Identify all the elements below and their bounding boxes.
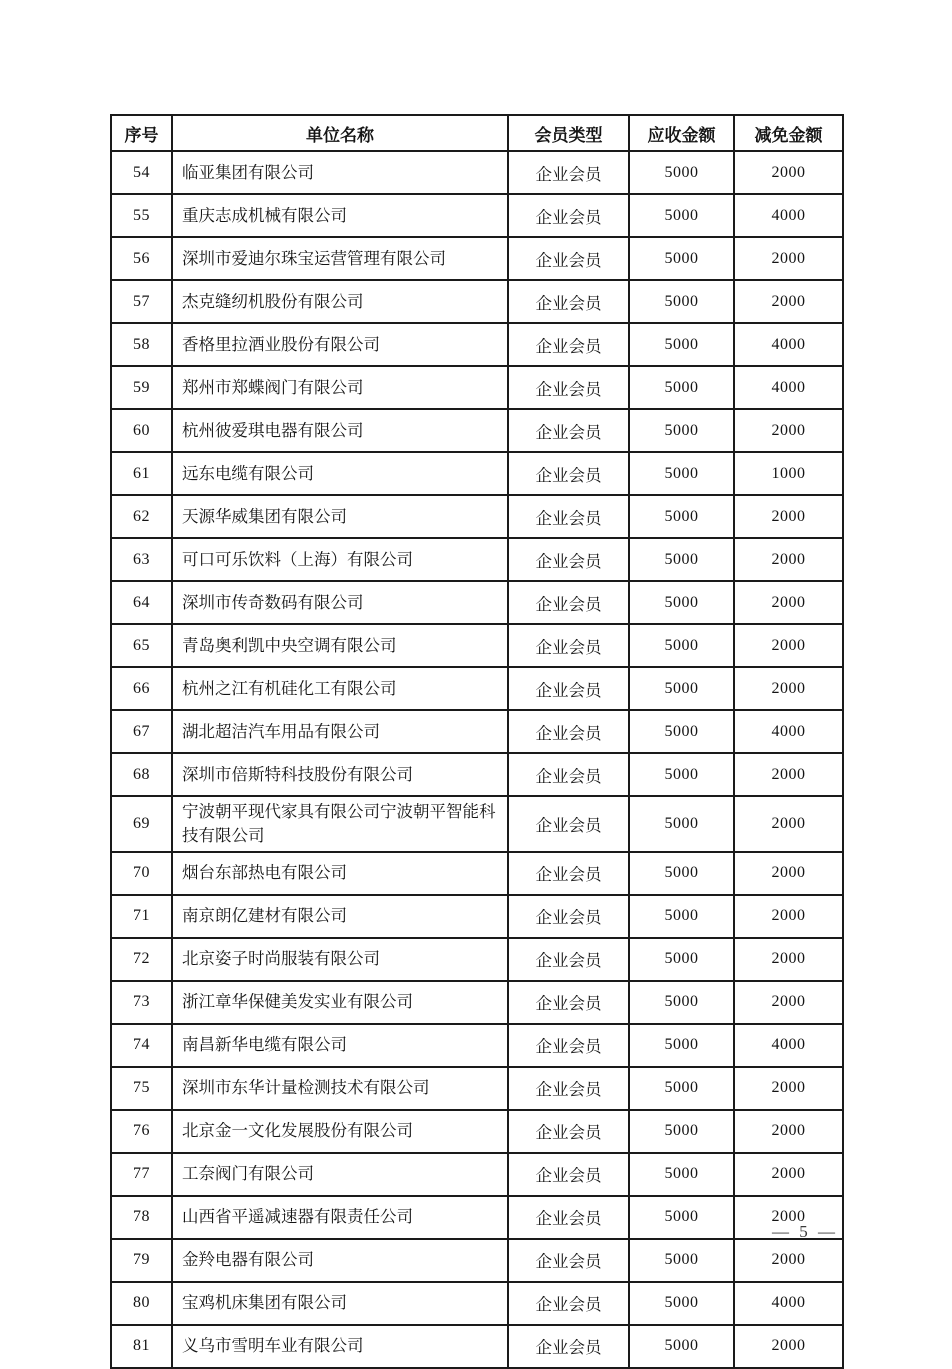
cell-member-type: 企业会员 <box>508 981 629 1024</box>
cell-reduction-amount: 2000 <box>734 895 843 938</box>
cell-member-type: 企业会员 <box>508 1325 629 1368</box>
cell-receivable-amount: 5000 <box>629 895 734 938</box>
cell-member-type: 企业会员 <box>508 452 629 495</box>
cell-receivable-amount: 5000 <box>629 538 734 581</box>
cell-serial-number: 56 <box>111 237 172 280</box>
cell-receivable-amount: 5000 <box>629 581 734 624</box>
cell-receivable-amount: 5000 <box>629 624 734 667</box>
cell-reduction-amount: 4000 <box>734 1282 843 1325</box>
table-row <box>111 624 843 667</box>
cell-receivable-amount: 5000 <box>629 1153 734 1196</box>
cell-member-type: 企业会员 <box>508 194 629 237</box>
cell-serial-number: 65 <box>111 624 172 667</box>
table-row <box>111 981 843 1024</box>
cell-reduction-amount: 2000 <box>734 1153 843 1196</box>
cell-unit-name: 远东电缆有限公司 <box>172 452 508 495</box>
table-row <box>111 323 843 366</box>
cell-reduction-amount: 2000 <box>734 938 843 981</box>
table-row <box>111 1067 843 1110</box>
cell-member-type: 企业会员 <box>508 667 629 710</box>
cell-member-type: 企业会员 <box>508 581 629 624</box>
cell-member-type: 企业会员 <box>508 710 629 753</box>
cell-member-type: 企业会员 <box>508 895 629 938</box>
table-row <box>111 452 843 495</box>
cell-serial-number: 63 <box>111 538 172 581</box>
cell-serial-number: 74 <box>111 1024 172 1067</box>
cell-unit-name: 青岛奥利凯中央空调有限公司 <box>172 624 508 667</box>
cell-receivable-amount: 5000 <box>629 1024 734 1067</box>
table-row <box>111 237 843 280</box>
cell-member-type: 企业会员 <box>508 151 629 194</box>
table-header-row <box>111 115 843 151</box>
cell-serial-number: 71 <box>111 895 172 938</box>
cell-member-type: 企业会员 <box>508 1239 629 1282</box>
cell-receivable-amount: 5000 <box>629 1239 734 1282</box>
table-header-row <box>111 115 843 151</box>
cell-member-type: 企业会员 <box>508 366 629 409</box>
cell-reduction-amount: 4000 <box>734 323 843 366</box>
cell-unit-name: 南昌新华电缆有限公司 <box>172 1024 508 1067</box>
cell-serial-number: 76 <box>111 1110 172 1153</box>
cell-unit-name: 深圳市东华计量检测技术有限公司 <box>172 1067 508 1110</box>
cell-unit-name: 工奈阀门有限公司 <box>172 1153 508 1196</box>
cell-serial-number: 68 <box>111 753 172 796</box>
cell-serial-number: 67 <box>111 710 172 753</box>
cell-receivable-amount: 5000 <box>629 710 734 753</box>
cell-receivable-amount: 5000 <box>629 1196 734 1239</box>
table-row <box>111 581 843 624</box>
cell-receivable-amount: 5000 <box>629 1110 734 1153</box>
cell-serial-number: 72 <box>111 938 172 981</box>
cell-member-type: 企业会员 <box>508 495 629 538</box>
cell-reduction-amount: 2000 <box>734 495 843 538</box>
cell-member-type: 企业会员 <box>508 280 629 323</box>
column-header-serial-number: 序号 <box>111 115 172 151</box>
column-header-receivable-amount: 应收金额 <box>629 115 734 151</box>
cell-receivable-amount: 5000 <box>629 753 734 796</box>
cell-serial-number: 54 <box>111 151 172 194</box>
table-row <box>111 1153 843 1196</box>
cell-receivable-amount: 5000 <box>629 852 734 895</box>
table-body <box>111 151 843 1368</box>
cell-serial-number: 62 <box>111 495 172 538</box>
cell-reduction-amount: 4000 <box>734 710 843 753</box>
cell-receivable-amount: 5000 <box>629 1282 734 1325</box>
cell-unit-name: 宝鸡机床集团有限公司 <box>172 1282 508 1325</box>
cell-unit-name: 宁波朝平现代家具有限公司宁波朝平智能科技有限公司 <box>172 796 508 852</box>
cell-unit-name: 郑州市郑蝶阀门有限公司 <box>172 366 508 409</box>
cell-receivable-amount: 5000 <box>629 1067 734 1110</box>
cell-member-type: 企业会员 <box>508 1024 629 1067</box>
cell-unit-name: 杭州之江有机硅化工有限公司 <box>172 667 508 710</box>
column-header-reduction-amount: 减免金额 <box>734 115 843 151</box>
cell-reduction-amount: 2000 <box>734 1325 843 1368</box>
cell-member-type: 企业会员 <box>508 538 629 581</box>
cell-member-type: 企业会员 <box>508 323 629 366</box>
cell-member-type: 企业会员 <box>508 1196 629 1239</box>
cell-serial-number: 64 <box>111 581 172 624</box>
table-row <box>111 895 843 938</box>
cell-unit-name: 北京金一文化发展股份有限公司 <box>172 1110 508 1153</box>
cell-receivable-amount: 5000 <box>629 409 734 452</box>
cell-unit-name: 义乌市雪明车业有限公司 <box>172 1325 508 1368</box>
cell-serial-number: 58 <box>111 323 172 366</box>
cell-reduction-amount: 2000 <box>734 981 843 1024</box>
table-row <box>111 852 843 895</box>
cell-unit-name: 深圳市倍斯特科技股份有限公司 <box>172 753 508 796</box>
cell-receivable-amount: 5000 <box>629 366 734 409</box>
cell-unit-name: 杭州彼爱琪电器有限公司 <box>172 409 508 452</box>
cell-serial-number: 81 <box>111 1325 172 1368</box>
cell-reduction-amount: 2000 <box>734 280 843 323</box>
cell-reduction-amount: 4000 <box>734 194 843 237</box>
table-row <box>111 938 843 981</box>
cell-reduction-amount: 2000 <box>734 409 843 452</box>
cell-reduction-amount: 2000 <box>734 1067 843 1110</box>
table-row <box>111 409 843 452</box>
cell-unit-name: 金羚电器有限公司 <box>172 1239 508 1282</box>
cell-reduction-amount: 2000 <box>734 237 843 280</box>
cell-reduction-amount: 2000 <box>734 624 843 667</box>
cell-serial-number: 57 <box>111 280 172 323</box>
cell-reduction-amount: 2000 <box>734 581 843 624</box>
cell-reduction-amount: 2000 <box>734 151 843 194</box>
cell-reduction-amount: 4000 <box>734 366 843 409</box>
cell-member-type: 企业会员 <box>508 1153 629 1196</box>
cell-reduction-amount: 2000 <box>734 538 843 581</box>
table-row <box>111 1282 843 1325</box>
cell-receivable-amount: 5000 <box>629 194 734 237</box>
cell-serial-number: 69 <box>111 796 172 852</box>
cell-serial-number: 61 <box>111 452 172 495</box>
cell-unit-name: 深圳市爱迪尔珠宝运营管理有限公司 <box>172 237 508 280</box>
cell-receivable-amount: 5000 <box>629 237 734 280</box>
cell-serial-number: 66 <box>111 667 172 710</box>
column-header-unit-name: 单位名称 <box>172 115 508 151</box>
cell-member-type: 企业会员 <box>508 624 629 667</box>
table-row <box>111 495 843 538</box>
cell-receivable-amount: 5000 <box>629 981 734 1024</box>
cell-reduction-amount: 2000 <box>734 1110 843 1153</box>
cell-member-type: 企业会员 <box>508 409 629 452</box>
cell-serial-number: 59 <box>111 366 172 409</box>
cell-unit-name: 山西省平遥减速器有限责任公司 <box>172 1196 508 1239</box>
cell-member-type: 企业会员 <box>508 237 629 280</box>
cell-reduction-amount: 4000 <box>734 1024 843 1067</box>
table-row <box>111 1024 843 1067</box>
cell-unit-name: 湖北超洁汽车用品有限公司 <box>172 710 508 753</box>
cell-serial-number: 77 <box>111 1153 172 1196</box>
cell-unit-name: 可口可乐饮料（上海）有限公司 <box>172 538 508 581</box>
cell-serial-number: 70 <box>111 852 172 895</box>
table-row <box>111 366 843 409</box>
table-row <box>111 1325 843 1368</box>
cell-receivable-amount: 5000 <box>629 495 734 538</box>
cell-serial-number: 60 <box>111 409 172 452</box>
cell-unit-name: 南京朗亿建材有限公司 <box>172 895 508 938</box>
cell-receivable-amount: 5000 <box>629 1325 734 1368</box>
cell-receivable-amount: 5000 <box>629 667 734 710</box>
cell-member-type: 企业会员 <box>508 1110 629 1153</box>
table-row <box>111 1196 843 1239</box>
cell-reduction-amount: 2000 <box>734 852 843 895</box>
cell-reduction-amount: 1000 <box>734 452 843 495</box>
cell-serial-number: 78 <box>111 1196 172 1239</box>
cell-reduction-amount: 2000 <box>734 753 843 796</box>
cell-unit-name: 香格里拉酒业股份有限公司 <box>172 323 508 366</box>
table-row <box>111 753 843 796</box>
cell-reduction-amount: 2000 <box>734 667 843 710</box>
page-number: — 5 — <box>772 1222 838 1241</box>
cell-serial-number: 80 <box>111 1282 172 1325</box>
cell-unit-name: 天源华威集团有限公司 <box>172 495 508 538</box>
table-row <box>111 1239 843 1282</box>
cell-serial-number: 79 <box>111 1239 172 1282</box>
cell-member-type: 企业会员 <box>508 1067 629 1110</box>
member-fee-table <box>110 114 844 1369</box>
cell-unit-name: 北京姿子时尚服装有限公司 <box>172 938 508 981</box>
cell-unit-name: 临亚集团有限公司 <box>172 151 508 194</box>
cell-reduction-amount: 2000 <box>734 796 843 852</box>
cell-unit-name: 烟台东部热电有限公司 <box>172 852 508 895</box>
cell-receivable-amount: 5000 <box>629 323 734 366</box>
table-row <box>111 1110 843 1153</box>
cell-unit-name: 杰克缝纫机股份有限公司 <box>172 280 508 323</box>
table-row <box>111 194 843 237</box>
cell-receivable-amount: 5000 <box>629 796 734 852</box>
cell-member-type: 企业会员 <box>508 852 629 895</box>
table-row <box>111 710 843 753</box>
cell-unit-name: 重庆志成机械有限公司 <box>172 194 508 237</box>
cell-serial-number: 73 <box>111 981 172 1024</box>
table-row <box>111 796 843 852</box>
cell-serial-number: 55 <box>111 194 172 237</box>
cell-reduction-amount: 2000 <box>734 1239 843 1282</box>
cell-receivable-amount: 5000 <box>629 280 734 323</box>
table-row <box>111 280 843 323</box>
table-row <box>111 538 843 581</box>
table-row <box>111 667 843 710</box>
table-row <box>111 151 843 194</box>
cell-member-type: 企业会员 <box>508 796 629 852</box>
cell-member-type: 企业会员 <box>508 1282 629 1325</box>
cell-member-type: 企业会员 <box>508 753 629 796</box>
cell-receivable-amount: 5000 <box>629 151 734 194</box>
cell-serial-number: 75 <box>111 1067 172 1110</box>
cell-unit-name: 浙江章华保健美发实业有限公司 <box>172 981 508 1024</box>
cell-receivable-amount: 5000 <box>629 938 734 981</box>
column-header-member-type: 会员类型 <box>508 115 629 151</box>
cell-unit-name: 深圳市传奇数码有限公司 <box>172 581 508 624</box>
cell-member-type: 企业会员 <box>508 938 629 981</box>
cell-reduction-amount: 2000 <box>734 1196 843 1239</box>
cell-receivable-amount: 5000 <box>629 452 734 495</box>
